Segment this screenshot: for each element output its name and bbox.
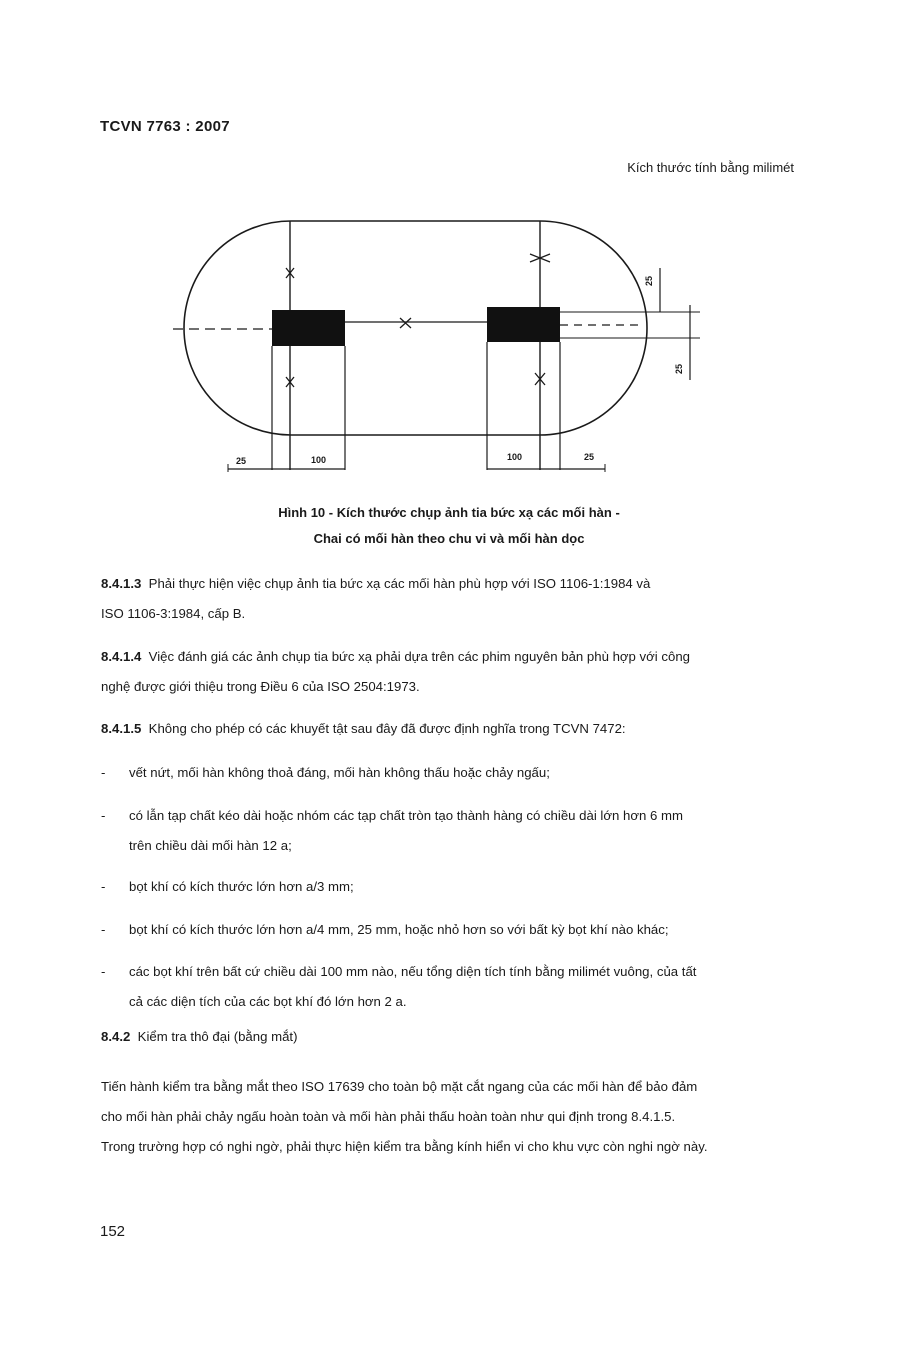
dim-left-100: 100 bbox=[311, 455, 327, 465]
section-8413 bbox=[101, 569, 797, 629]
section-text: nghệ được giới thiệu trong Điều 6 của ISO 2504:1973. bbox=[101, 679, 420, 694]
dim-25-top: 25 bbox=[644, 275, 654, 286]
left-weld-film bbox=[272, 310, 345, 346]
dim-left-25: 25 bbox=[236, 456, 247, 466]
document-page: TCVN 7763 : 2007 Kích thước tính bằng milimét 25 100 100 25 25 25 Hình 10 - Kích thước chụp ảnh tia bức xạ các mối hàn - Chai có mối hàn theo chu vi và mối hàn dọc 8.4.1.3 Phải thực hiện việc chụp ảnh tia bức xạ các mối hàn phù hợp với ISO 1106-1:1984 và ISO 1106-3:1984, cấp B. 8.4.1.4 Việc đánh giá các ảnh chụp tia bức xạ phải dựa trên các phim nguyên bản phù hợp với công nghệ được giới thiệu trong Điều 6 của ISO 2504:1973. 8.4.1.5 Không cho phép có các khuyết tật sau đây đã được định nghĩa trong TCVN 7472: - vết nứt, mối hàn không thoả đáng, mối hàn không thấu hoặc chảy ngấu; - có lẫn tạp chất kéo dài hoặc nhóm các tạp chất tròn tạo thành hàng có chiều dài lớn hơn 6 mm trên chiều dài mối hàn 12 a; - bọt khí có kích thước lớn hơn a/3 mm; - bọt khí có kích thước lớn hơn a/4 mm, 25 mm, hoặc nhỏ hơn so với bất kỳ bọt khí nào khác; - các bọt khí trên bất cứ chiều dài 100 mm nào, nếu tổng diện tích tính bằng milimét vuông, của tất cả các diện tích của các bọt khí đó lớn hơn 2 a. 8.4.2 Kiểm tra thô đại (bằng mắt) Tiến hành kiểm tra bằng mắt theo ISO 17639 cho toàn bộ mặt cắt ngang của các mối hàn để bảo đảm cho mối hàn phải chảy ngấu hoàn toàn và mối hàn phải thấu hoàn toàn như qui định trong 8.4.1.5. Trong trường hợp có nghi ngờ, phải thực hiện kiểm tra bằng kính hiển vi cho khu vực còn nghi ngờ này. 152 bbox=[0, 0, 898, 1360]
right-weld-film bbox=[487, 307, 560, 342]
section-number: 8.4.1.5 bbox=[101, 721, 142, 736]
dim-right-25: 25 bbox=[584, 452, 595, 462]
figure-caption-line1: Hình 10 - Kích thước chụp ảnh tia bức xạ các mối hàn - bbox=[278, 505, 620, 520]
closing-paragraph: Tiến hành kiểm tra bằng mắt theo ISO 17639 cho toàn bộ mặt cắt ngang của các mối hàn để bảo đảm cho mối hàn phải chảy ngấu hoàn toàn và mối hàn phải thấu hoàn toàn như qui định trong 8.4.1.5. Trong trường hợp có nghi ngờ, phải thực hiện kiểm tra bằng kính hiển vi cho khu vực còn nghi ngờ này. bbox=[101, 1079, 708, 1154]
cross-mark bbox=[400, 318, 411, 328]
section-number: 8.4.1.3 bbox=[101, 576, 142, 591]
section-number: 8.4.1.4 bbox=[101, 649, 142, 664]
section-8420-heading bbox=[101, 1029, 297, 1044]
weld-radiography-figure bbox=[0, 200, 898, 490]
page-number: 152 bbox=[100, 1223, 126, 1240]
dim-25-bottom: 25 bbox=[674, 363, 684, 374]
section-text: Phải thực hiện việc chụp ảnh tia bức xạ các mối hàn phù hợp với ISO 1106-1:1984 và bbox=[148, 576, 651, 591]
section-text: Không cho phép có các khuyết tật sau đây đã được định nghĩa trong TCVN 7472: bbox=[148, 721, 626, 736]
figure-caption-line2: Chai có mối hàn theo chu vi và mối hàn dọc bbox=[313, 531, 585, 546]
document-code: TCVN 7763 : 2007 bbox=[100, 118, 230, 135]
section-number: 8.4.2 bbox=[101, 1029, 131, 1044]
vessel-outline bbox=[184, 221, 647, 435]
dim-right-100: 100 bbox=[507, 452, 523, 462]
units-note: Kích thước tính bằng milimét bbox=[627, 160, 794, 175]
section-text: ISO 1106-3:1984, cấp B. bbox=[101, 606, 246, 621]
section-8414 bbox=[101, 642, 797, 702]
section-8415 bbox=[101, 714, 797, 744]
section-text: Việc đánh giá các ảnh chụp tia bức xạ phải dựa trên các phim nguyên bản phù hợp với công bbox=[148, 649, 690, 664]
section-title: Kiểm tra thô đại (bằng mắt) bbox=[137, 1029, 298, 1044]
